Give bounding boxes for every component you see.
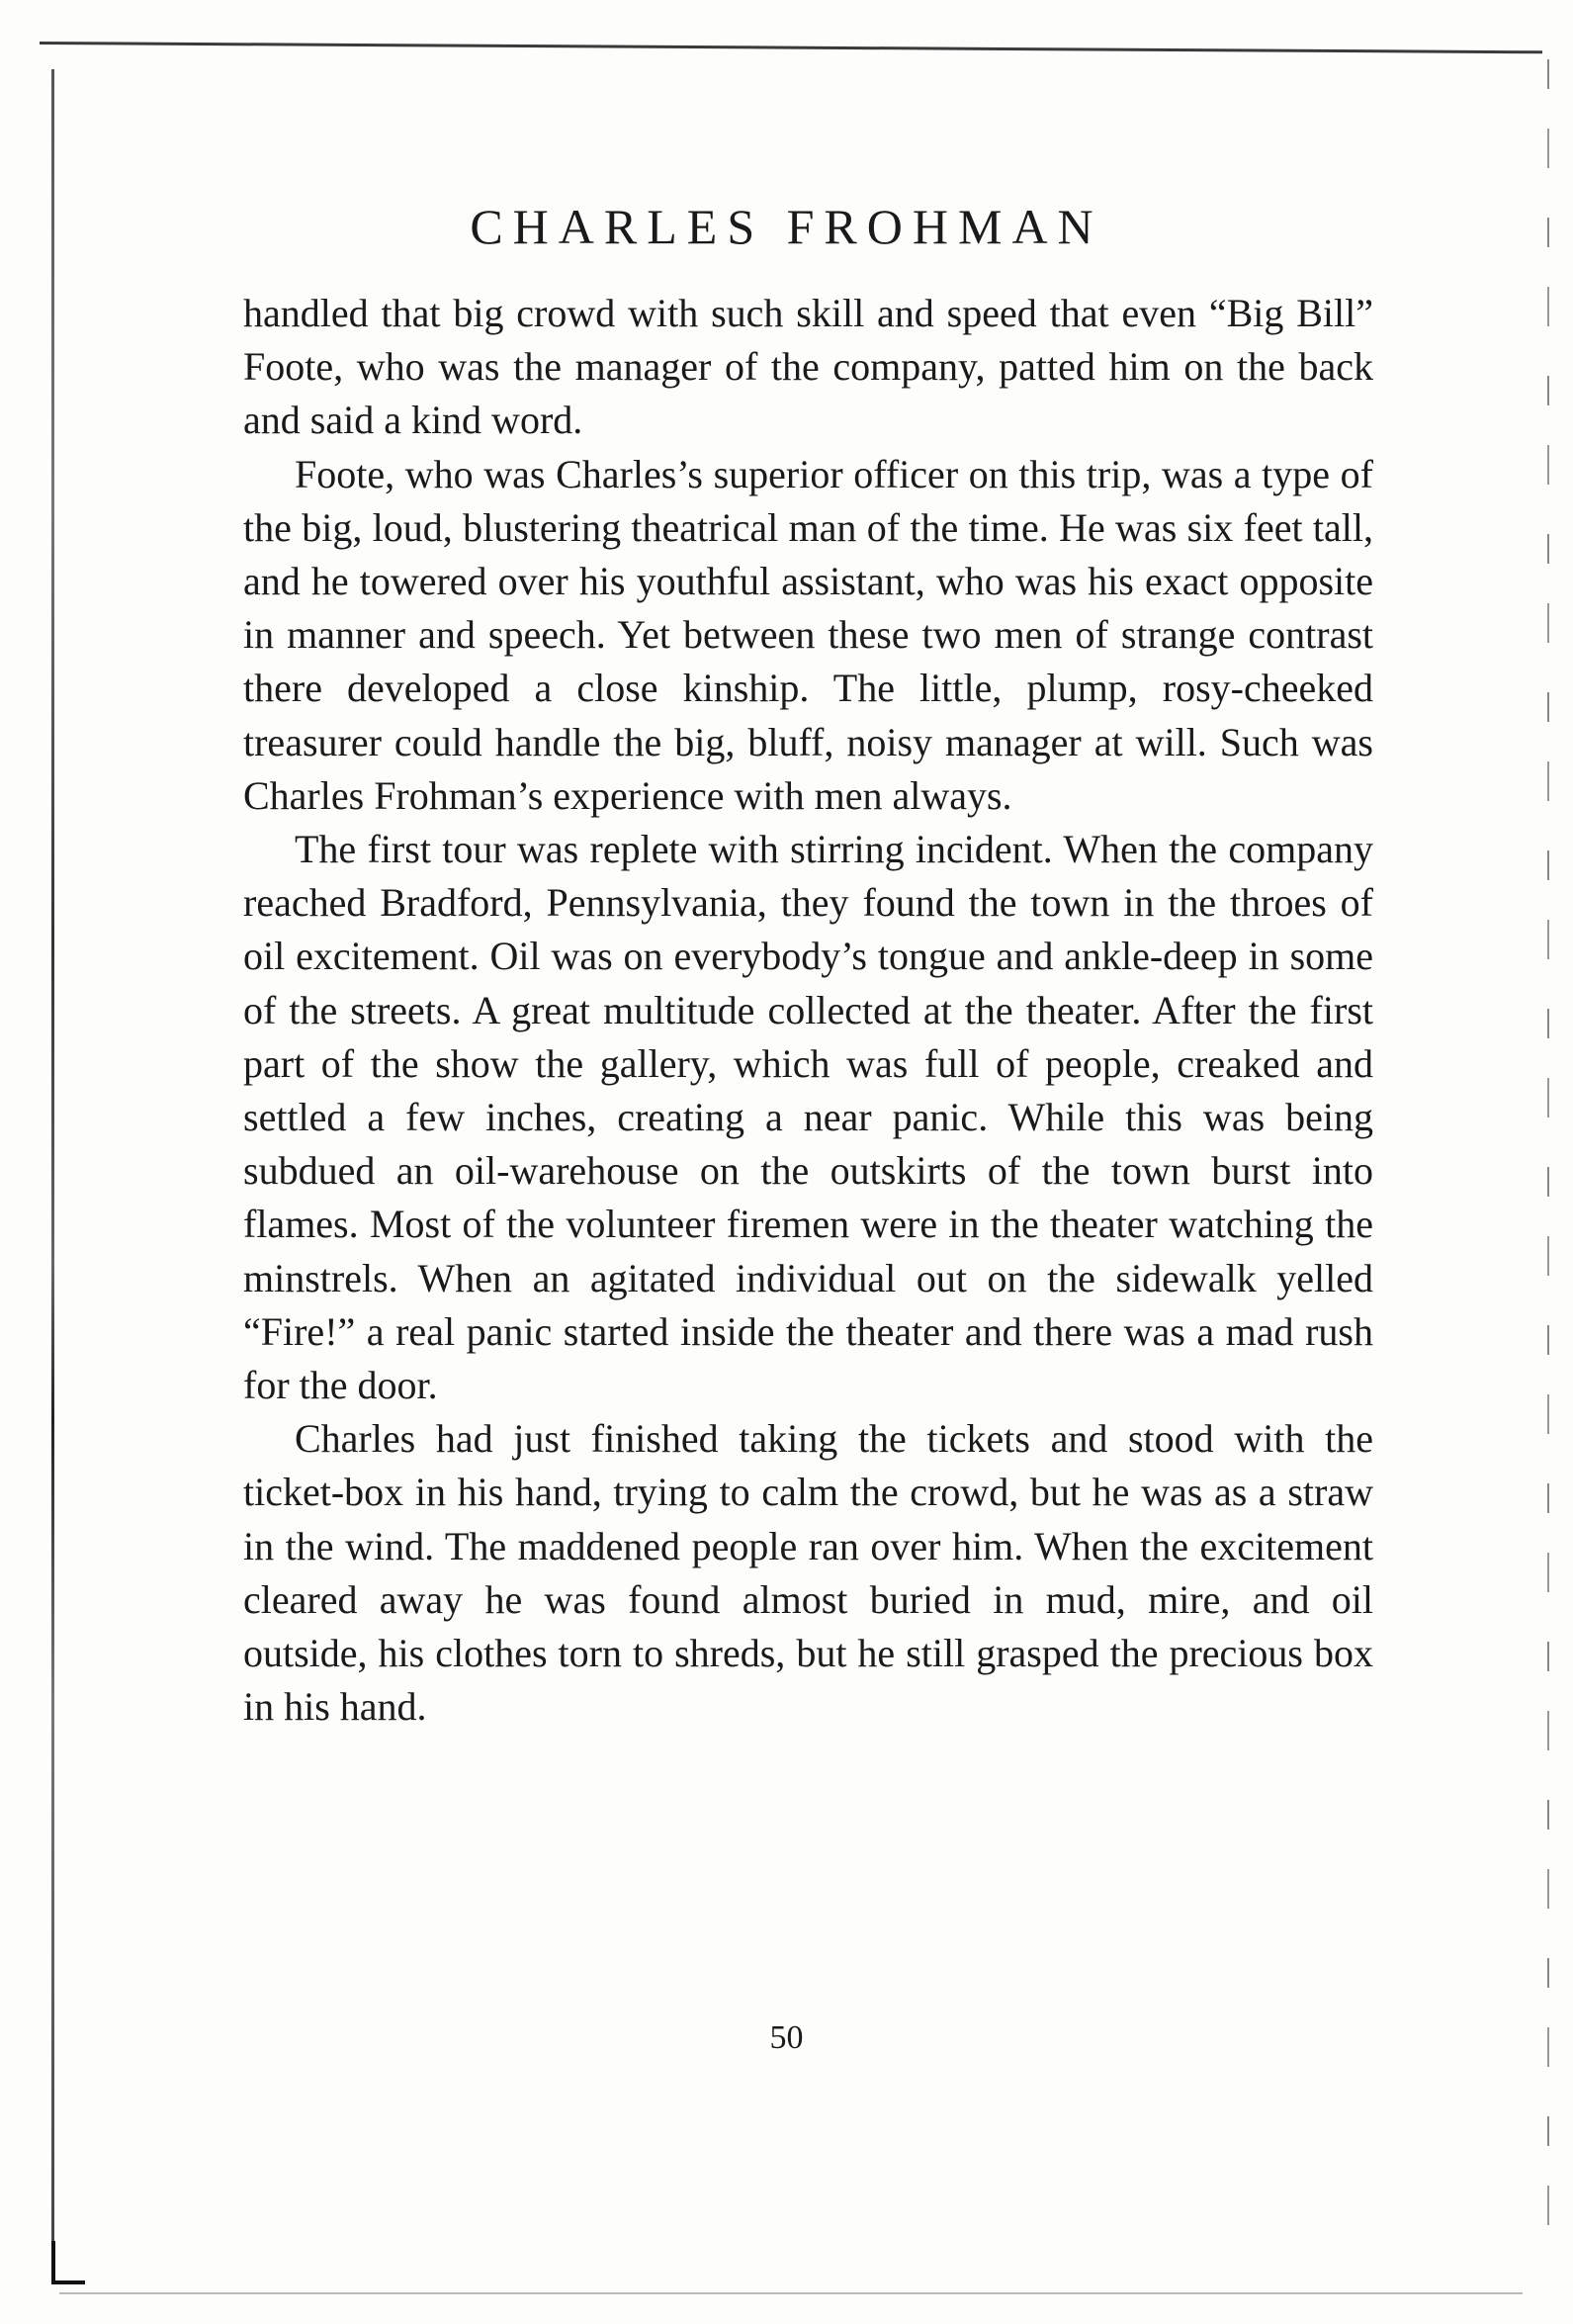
- running-head: CHARLES FROHMAN: [470, 199, 1103, 254]
- scan-edge-left: [51, 69, 54, 2245]
- paragraph-2: Foote, who was Charles’s superior officer on this trip, was a type of the big, loud, blustering theatrical man of the time. He was six feet tall, and he towered over his youthful assistant, who was his exact opposite in manner and speech. Yet between these two men of strange contrast there developed a close kinship. The little, plump, rosy-cheeked treasurer could handle the big, bluff, noisy manager at will. Such was Charles Frohman’s experience with men always.: [243, 451, 1373, 818]
- scan-corner-mark: [51, 2241, 85, 2284]
- body-text: [243, 287, 1373, 1734]
- paragraph-3: The first tour was replete with stirring incident. When the company reached Bradford, Pennsylvania, they found the town in the throes of oil excitement. Oil was on everybody’s tongue and ankle-deep in some of the streets. A great multitude collected at the theater. After the first part of the show the gallery, which was full of people, creaked and settled a few inches, creating a near panic. While this was being subdued an oil-warehouse on the outskirts of the town burst into flames. Most of the volunteer firemen were in the theater watching the minstrels. When an agitated individual out on the sidewalk yelled “Fire!” a real panic started inside the theater and there was a mad rush for the door.: [243, 827, 1373, 1408]
- scan-edge-bottom: [59, 2292, 1523, 2294]
- scan-edge-top: [40, 42, 1542, 53]
- paragraph-4: Charles had just finished taking the tickets and stood with the ticket-box in his hand, trying to calm the crowd, but he was as a straw in the wind. The maddened people ran over him. When the excitement cleared away he was found almost buried in mud, mire, and oil outside, his clothes torn to shreds, but he still grasped the precious box in his hand.: [243, 1416, 1373, 1730]
- paragraph-1: handled that big crowd with such skill and speed that even “Big Bill” Foote, who was the manager of the company, patted him on the back and said a kind word.: [243, 291, 1373, 443]
- scan-edge-right: [1547, 59, 1549, 2255]
- page-number: 50: [769, 2019, 804, 2056]
